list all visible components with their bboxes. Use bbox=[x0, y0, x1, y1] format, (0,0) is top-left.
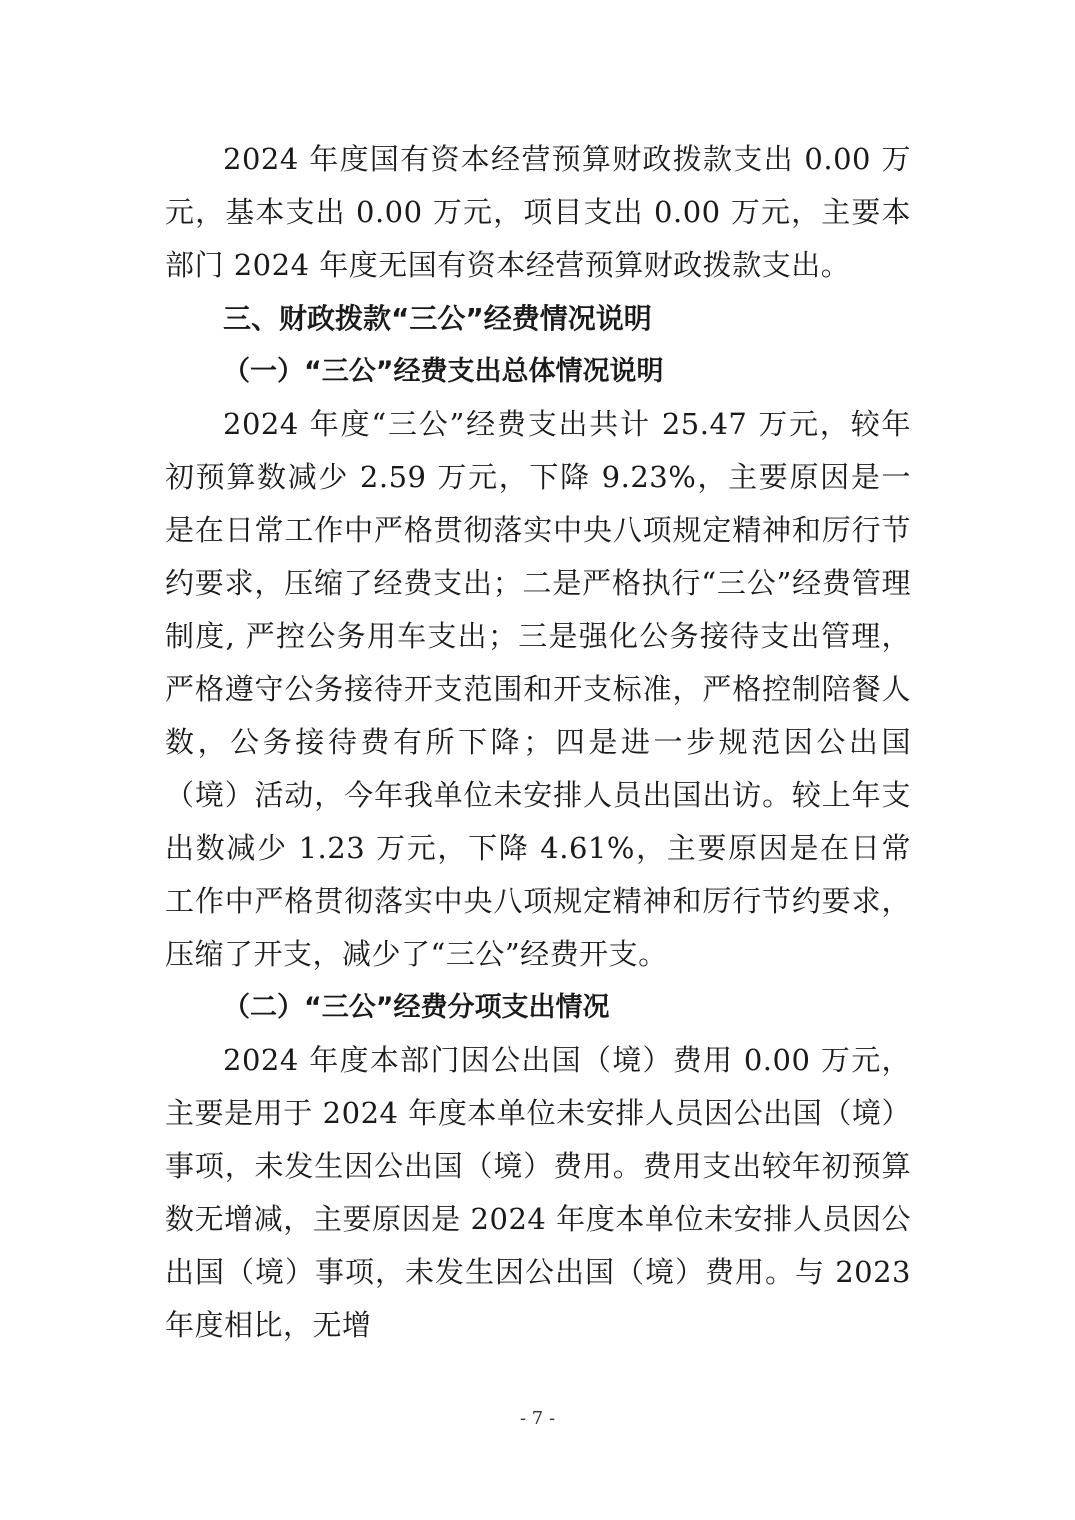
paragraph-overseas-travel: 2024 年度本部门因公出国（境）费用 0.00 万元，主要是用于 2024 年度本单位未安排人员因公出国（境）事项，未发生因公出国（境）费用。费用支出较年初预算数无增减，主要原因是 2024 年度本单位未安排人员因公出国（境）事项，未发生因公出国（境）费用。与 2023 年度相比，无增 bbox=[165, 1043, 911, 1342]
subsection-heading-overall: （一）“三公”经费支出总体情况说明 bbox=[223, 356, 664, 387]
document-body bbox=[165, 133, 911, 1352]
subsection-heading-itemized: （二）“三公”经费分项支出情况 bbox=[223, 992, 610, 1023]
paragraph-overall-expenditure: 2024 年度“三公”经费支出共计 25.47 万元，较年初预算数减少 2.59 万元，下降 9.23%，主要原因是一是在日常工作中严格贯彻落实中央八项规定精神和厉行节约要求，压缩了经费支出；二是严格执行“三公”经费管理制度, 严控公务用车支出；三是强化公务接待支出管理，严格遵守公务接待开支范围和开支标准，严格控制陪餐人数，公务接待费有所下降；四是进一步规范因公出国（境）活动，今年我单位未安排人员出国出访。较上年支出数减少 1.23 万元，下降 4.61%，主要原因是在日常工作中严格贯彻落实中央八项规定精神和厉行节约要求，压缩了开支，减少了“三公”经费开支。 bbox=[165, 407, 911, 971]
paragraph-state-capital-budget: 2024 年度国有资本经营预算财政拨款支出 0.00 万元，基本支出 0.00 万元，项目支出 0.00 万元，主要本部门 2024 年度无国有资本经营预算财政拨款支出。 bbox=[165, 142, 911, 282]
section-heading-three-public: 三、财政拨款“三公”经费情况说明 bbox=[223, 302, 652, 335]
page-number: - 7 - bbox=[519, 1408, 556, 1429]
